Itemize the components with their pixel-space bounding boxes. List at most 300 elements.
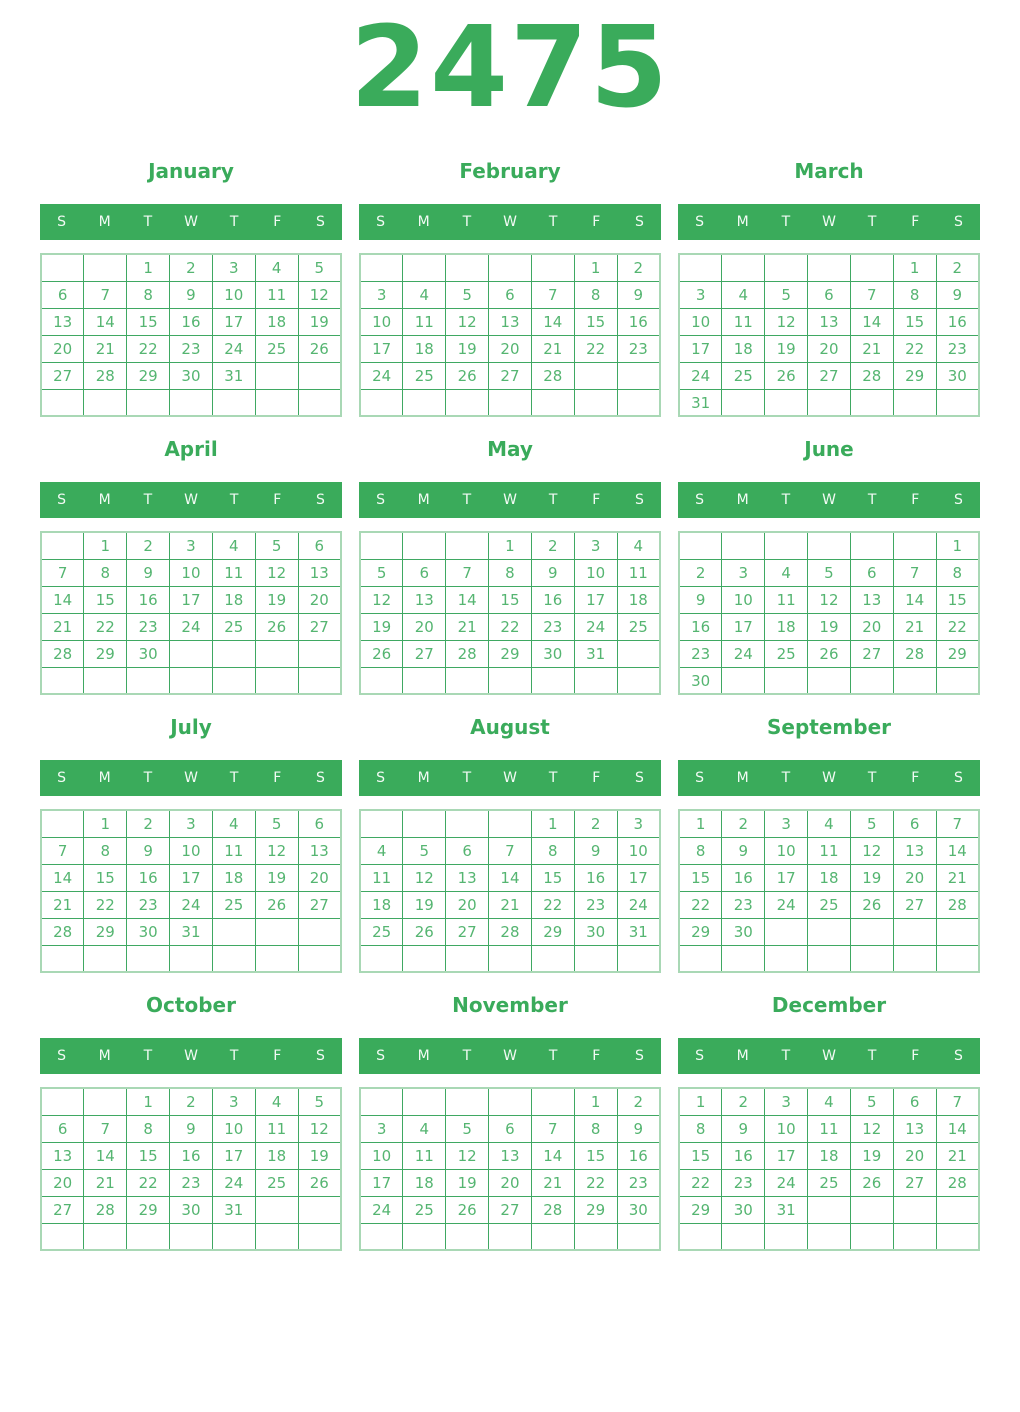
date-cell: 29 xyxy=(127,362,170,389)
date-cell: 11 xyxy=(255,281,298,308)
week-row xyxy=(679,308,979,335)
empty-cell xyxy=(298,389,341,416)
date-cell: 21 xyxy=(531,335,574,362)
empty-cell xyxy=(936,389,979,416)
weekday-header: S xyxy=(57,492,67,509)
date-cell: 13 xyxy=(298,837,341,864)
date-cell: 4 xyxy=(403,1115,446,1142)
empty-cell xyxy=(84,254,127,281)
date-cell: 1 xyxy=(679,1088,722,1115)
empty-cell xyxy=(212,1223,255,1250)
date-cell: 29 xyxy=(679,918,722,945)
date-cell: 25 xyxy=(360,918,403,945)
date-cell: 22 xyxy=(84,613,127,640)
date-cell: 28 xyxy=(489,918,532,945)
date-cell: 25 xyxy=(765,640,808,667)
empty-cell xyxy=(41,532,84,559)
week-row xyxy=(41,281,341,308)
weekday-header: W xyxy=(503,1048,517,1065)
date-cell: 26 xyxy=(850,891,893,918)
date-cell: 13 xyxy=(850,586,893,613)
date-cell: 22 xyxy=(84,891,127,918)
dates-grid xyxy=(40,1087,342,1251)
date-cell: 6 xyxy=(893,810,936,837)
date-cell: 14 xyxy=(446,586,489,613)
weekday-header-row xyxy=(40,760,342,796)
empty-cell xyxy=(403,810,446,837)
empty-cell xyxy=(212,640,255,667)
weekday-header: F xyxy=(273,492,282,509)
date-cell: 14 xyxy=(893,586,936,613)
date-cell: 7 xyxy=(84,281,127,308)
weekday-header: T xyxy=(143,770,153,787)
date-cell: 12 xyxy=(446,308,489,335)
empty-cell xyxy=(531,1223,574,1250)
date-cell: 5 xyxy=(446,281,489,308)
empty-cell xyxy=(531,389,574,416)
empty-cell xyxy=(127,389,170,416)
date-cell: 6 xyxy=(446,837,489,864)
date-cell: 15 xyxy=(84,586,127,613)
date-cell: 26 xyxy=(255,891,298,918)
date-cell: 16 xyxy=(170,1142,213,1169)
empty-cell xyxy=(679,1223,722,1250)
weekday-header: W xyxy=(503,492,517,509)
week-row xyxy=(41,1196,341,1223)
date-cell: 27 xyxy=(41,362,84,389)
date-cell: 19 xyxy=(255,864,298,891)
date-cell: 24 xyxy=(574,613,617,640)
week-row xyxy=(41,945,341,972)
date-cell: 3 xyxy=(617,810,660,837)
empty-cell xyxy=(127,945,170,972)
date-cell: 5 xyxy=(255,810,298,837)
date-cell: 30 xyxy=(936,362,979,389)
empty-cell xyxy=(850,1223,893,1250)
month-block xyxy=(40,715,342,973)
weekday-header: F xyxy=(911,214,920,231)
date-cell: 23 xyxy=(936,335,979,362)
week-row xyxy=(679,559,979,586)
empty-cell xyxy=(765,945,808,972)
date-cell: 7 xyxy=(531,281,574,308)
weekday-header: T xyxy=(867,492,877,509)
weekday-header: T xyxy=(867,770,877,787)
weekday-header: M xyxy=(417,1048,430,1065)
date-cell: 13 xyxy=(41,1142,84,1169)
date-cell: 19 xyxy=(298,1142,341,1169)
empty-cell xyxy=(808,254,851,281)
week-row xyxy=(41,613,341,640)
empty-cell xyxy=(170,1223,213,1250)
date-cell: 14 xyxy=(936,1115,979,1142)
date-cell: 6 xyxy=(41,1115,84,1142)
date-cell: 19 xyxy=(446,1169,489,1196)
week-row xyxy=(679,532,979,559)
empty-cell xyxy=(298,918,341,945)
date-cell: 7 xyxy=(41,837,84,864)
date-cell: 18 xyxy=(212,586,255,613)
weekday-header: W xyxy=(184,770,198,787)
date-cell: 27 xyxy=(446,918,489,945)
empty-cell xyxy=(127,667,170,694)
empty-cell xyxy=(41,667,84,694)
date-cell: 22 xyxy=(127,335,170,362)
empty-cell xyxy=(489,1088,532,1115)
empty-cell xyxy=(446,810,489,837)
date-cell: 18 xyxy=(360,891,403,918)
date-cell: 17 xyxy=(360,1169,403,1196)
week-row xyxy=(41,864,341,891)
date-cell: 9 xyxy=(722,837,765,864)
date-cell: 7 xyxy=(84,1115,127,1142)
date-cell: 18 xyxy=(808,864,851,891)
date-cell: 19 xyxy=(403,891,446,918)
date-cell: 11 xyxy=(765,586,808,613)
weekday-header: T xyxy=(548,770,558,787)
week-row xyxy=(360,389,660,416)
empty-cell xyxy=(360,389,403,416)
date-cell: 23 xyxy=(679,640,722,667)
date-cell: 7 xyxy=(936,810,979,837)
date-cell: 1 xyxy=(127,1088,170,1115)
month-block xyxy=(40,993,342,1251)
month-block xyxy=(359,993,661,1251)
weekday-header: S xyxy=(634,1048,644,1065)
date-cell: 15 xyxy=(127,1142,170,1169)
week-row xyxy=(41,810,341,837)
date-cell: 5 xyxy=(255,532,298,559)
date-cell: 15 xyxy=(489,586,532,613)
month-title: May xyxy=(487,437,533,462)
date-cell: 7 xyxy=(41,559,84,586)
date-cell: 6 xyxy=(298,532,341,559)
dates-grid xyxy=(359,531,661,695)
empty-cell xyxy=(84,667,127,694)
empty-cell xyxy=(41,389,84,416)
date-cell: 20 xyxy=(403,613,446,640)
date-cell: 7 xyxy=(531,1115,574,1142)
date-cell: 3 xyxy=(722,559,765,586)
date-cell: 23 xyxy=(722,1169,765,1196)
date-cell: 29 xyxy=(574,1196,617,1223)
week-row xyxy=(360,891,660,918)
date-cell: 26 xyxy=(446,362,489,389)
weekday-header: W xyxy=(503,770,517,787)
date-cell: 15 xyxy=(127,308,170,335)
empty-cell xyxy=(255,1223,298,1250)
week-row xyxy=(679,281,979,308)
date-cell: 9 xyxy=(936,281,979,308)
date-cell: 28 xyxy=(41,640,84,667)
date-cell: 28 xyxy=(936,891,979,918)
week-row xyxy=(679,667,979,694)
date-cell: 7 xyxy=(893,559,936,586)
empty-cell xyxy=(255,640,298,667)
week-row xyxy=(41,1223,341,1250)
date-cell: 16 xyxy=(531,586,574,613)
weekday-header: F xyxy=(273,1048,282,1065)
empty-cell xyxy=(722,667,765,694)
weekday-header: T xyxy=(462,492,472,509)
weekday-header-row xyxy=(359,760,661,796)
month-title: February xyxy=(459,159,561,184)
week-row xyxy=(679,1223,979,1250)
empty-cell xyxy=(84,945,127,972)
date-cell: 2 xyxy=(617,254,660,281)
empty-cell xyxy=(574,1223,617,1250)
date-cell: 11 xyxy=(617,559,660,586)
empty-cell xyxy=(574,945,617,972)
date-cell: 25 xyxy=(722,362,765,389)
date-cell: 18 xyxy=(403,335,446,362)
weekday-header: F xyxy=(273,770,282,787)
date-cell: 29 xyxy=(531,918,574,945)
week-row xyxy=(41,532,341,559)
date-cell: 5 xyxy=(360,559,403,586)
empty-cell xyxy=(808,1196,851,1223)
date-cell: 11 xyxy=(808,1115,851,1142)
date-cell: 13 xyxy=(489,308,532,335)
date-cell: 12 xyxy=(850,837,893,864)
empty-cell xyxy=(41,254,84,281)
date-cell: 7 xyxy=(850,281,893,308)
dates-grid xyxy=(359,1087,661,1251)
empty-cell xyxy=(489,667,532,694)
empty-cell xyxy=(403,1088,446,1115)
week-row xyxy=(679,613,979,640)
weekday-header: S xyxy=(695,214,705,231)
weekday-header: M xyxy=(736,492,749,509)
date-cell: 11 xyxy=(255,1115,298,1142)
date-cell: 1 xyxy=(127,254,170,281)
date-cell: 8 xyxy=(489,559,532,586)
date-cell: 9 xyxy=(617,281,660,308)
week-row xyxy=(360,1115,660,1142)
date-cell: 22 xyxy=(679,1169,722,1196)
date-cell: 10 xyxy=(170,559,213,586)
date-cell: 20 xyxy=(298,586,341,613)
date-cell: 27 xyxy=(298,613,341,640)
date-cell: 3 xyxy=(765,810,808,837)
empty-cell xyxy=(765,1223,808,1250)
date-cell: 10 xyxy=(170,837,213,864)
date-cell: 5 xyxy=(850,810,893,837)
empty-cell xyxy=(403,945,446,972)
date-cell: 5 xyxy=(765,281,808,308)
empty-cell xyxy=(446,1223,489,1250)
weekday-header: T xyxy=(867,1048,877,1065)
date-cell: 22 xyxy=(531,891,574,918)
date-cell: 3 xyxy=(765,1088,808,1115)
date-cell: 5 xyxy=(850,1088,893,1115)
weekday-header: F xyxy=(592,770,601,787)
date-cell: 23 xyxy=(722,891,765,918)
date-cell: 29 xyxy=(84,918,127,945)
date-cell: 29 xyxy=(84,640,127,667)
month-block xyxy=(40,437,342,695)
empty-cell xyxy=(850,254,893,281)
empty-cell xyxy=(765,389,808,416)
week-row xyxy=(679,918,979,945)
week-row xyxy=(360,1223,660,1250)
date-cell: 18 xyxy=(255,308,298,335)
date-cell: 13 xyxy=(403,586,446,613)
date-cell: 23 xyxy=(617,335,660,362)
date-cell: 24 xyxy=(617,891,660,918)
date-cell: 11 xyxy=(403,308,446,335)
empty-cell xyxy=(446,254,489,281)
empty-cell xyxy=(298,640,341,667)
date-cell: 9 xyxy=(170,281,213,308)
date-cell: 24 xyxy=(722,640,765,667)
dates-grid xyxy=(359,809,661,973)
date-cell: 17 xyxy=(170,864,213,891)
date-cell: 4 xyxy=(212,810,255,837)
date-cell: 8 xyxy=(679,1115,722,1142)
date-cell: 17 xyxy=(679,335,722,362)
week-row xyxy=(41,667,341,694)
date-cell: 6 xyxy=(850,559,893,586)
date-cell: 4 xyxy=(360,837,403,864)
empty-cell xyxy=(298,1223,341,1250)
empty-cell xyxy=(255,1196,298,1223)
empty-cell xyxy=(170,389,213,416)
date-cell: 6 xyxy=(298,810,341,837)
week-row xyxy=(360,281,660,308)
weekday-header: S xyxy=(634,770,644,787)
date-cell: 4 xyxy=(808,1088,851,1115)
date-cell: 24 xyxy=(212,335,255,362)
date-cell: 26 xyxy=(403,918,446,945)
date-cell: 28 xyxy=(446,640,489,667)
date-cell: 17 xyxy=(765,1142,808,1169)
date-cell: 15 xyxy=(574,1142,617,1169)
date-cell: 25 xyxy=(212,613,255,640)
date-cell: 6 xyxy=(489,281,532,308)
date-cell: 14 xyxy=(531,1142,574,1169)
date-cell: 3 xyxy=(170,810,213,837)
date-cell: 3 xyxy=(574,532,617,559)
date-cell: 14 xyxy=(41,864,84,891)
weekday-header: S xyxy=(695,770,705,787)
week-row xyxy=(679,1115,979,1142)
empty-cell xyxy=(850,1196,893,1223)
date-cell: 22 xyxy=(679,891,722,918)
date-cell: 22 xyxy=(893,335,936,362)
date-cell: 3 xyxy=(170,532,213,559)
date-cell: 10 xyxy=(679,308,722,335)
empty-cell xyxy=(41,945,84,972)
month-block xyxy=(359,437,661,695)
date-cell: 25 xyxy=(255,1169,298,1196)
date-cell: 10 xyxy=(360,308,403,335)
date-cell: 14 xyxy=(41,586,84,613)
week-row xyxy=(360,559,660,586)
date-cell: 26 xyxy=(298,335,341,362)
empty-cell xyxy=(360,810,403,837)
month-block xyxy=(678,159,980,417)
dates-grid xyxy=(678,531,980,695)
dates-grid xyxy=(678,253,980,417)
month-block xyxy=(678,715,980,973)
week-row xyxy=(41,1115,341,1142)
date-cell: 19 xyxy=(808,613,851,640)
empty-cell xyxy=(84,389,127,416)
date-cell: 13 xyxy=(489,1142,532,1169)
month-block xyxy=(359,715,661,973)
empty-cell xyxy=(850,945,893,972)
weekday-header: S xyxy=(953,214,963,231)
date-cell: 9 xyxy=(617,1115,660,1142)
empty-cell xyxy=(255,918,298,945)
date-cell: 21 xyxy=(84,1169,127,1196)
date-cell: 18 xyxy=(808,1142,851,1169)
empty-cell xyxy=(360,532,403,559)
date-cell: 31 xyxy=(170,918,213,945)
week-row xyxy=(679,254,979,281)
weekday-header: M xyxy=(417,770,430,787)
date-cell: 24 xyxy=(765,891,808,918)
date-cell: 30 xyxy=(170,1196,213,1223)
week-row xyxy=(360,254,660,281)
empty-cell xyxy=(617,945,660,972)
month-block xyxy=(678,993,980,1251)
empty-cell xyxy=(531,254,574,281)
date-cell: 31 xyxy=(679,389,722,416)
date-cell: 19 xyxy=(298,308,341,335)
date-cell: 23 xyxy=(170,335,213,362)
date-cell: 20 xyxy=(808,335,851,362)
date-cell: 30 xyxy=(574,918,617,945)
month-title: August xyxy=(470,715,550,740)
date-cell: 14 xyxy=(489,864,532,891)
weekday-header: S xyxy=(57,1048,67,1065)
date-cell: 14 xyxy=(531,308,574,335)
date-cell: 12 xyxy=(360,586,403,613)
month-block xyxy=(678,437,980,695)
weekday-header: T xyxy=(548,492,558,509)
date-cell: 3 xyxy=(679,281,722,308)
date-cell: 12 xyxy=(298,281,341,308)
date-cell: 2 xyxy=(127,532,170,559)
empty-cell xyxy=(765,532,808,559)
date-cell: 29 xyxy=(489,640,532,667)
weekday-header: F xyxy=(911,492,920,509)
date-cell: 24 xyxy=(170,613,213,640)
date-cell: 10 xyxy=(360,1142,403,1169)
date-cell: 15 xyxy=(531,864,574,891)
weekday-header: T xyxy=(229,214,239,231)
weekday-header: M xyxy=(736,214,749,231)
date-cell: 25 xyxy=(212,891,255,918)
date-cell: 1 xyxy=(936,532,979,559)
week-row xyxy=(41,586,341,613)
empty-cell xyxy=(574,362,617,389)
date-cell: 11 xyxy=(722,308,765,335)
empty-cell xyxy=(170,640,213,667)
date-cell: 31 xyxy=(765,1196,808,1223)
empty-cell xyxy=(489,389,532,416)
date-cell: 28 xyxy=(41,918,84,945)
date-cell: 2 xyxy=(722,1088,765,1115)
date-cell: 3 xyxy=(360,281,403,308)
date-cell: 5 xyxy=(298,1088,341,1115)
date-cell: 30 xyxy=(722,1196,765,1223)
date-cell: 23 xyxy=(531,613,574,640)
weekday-header: M xyxy=(736,1048,749,1065)
weekday-header: T xyxy=(229,1048,239,1065)
